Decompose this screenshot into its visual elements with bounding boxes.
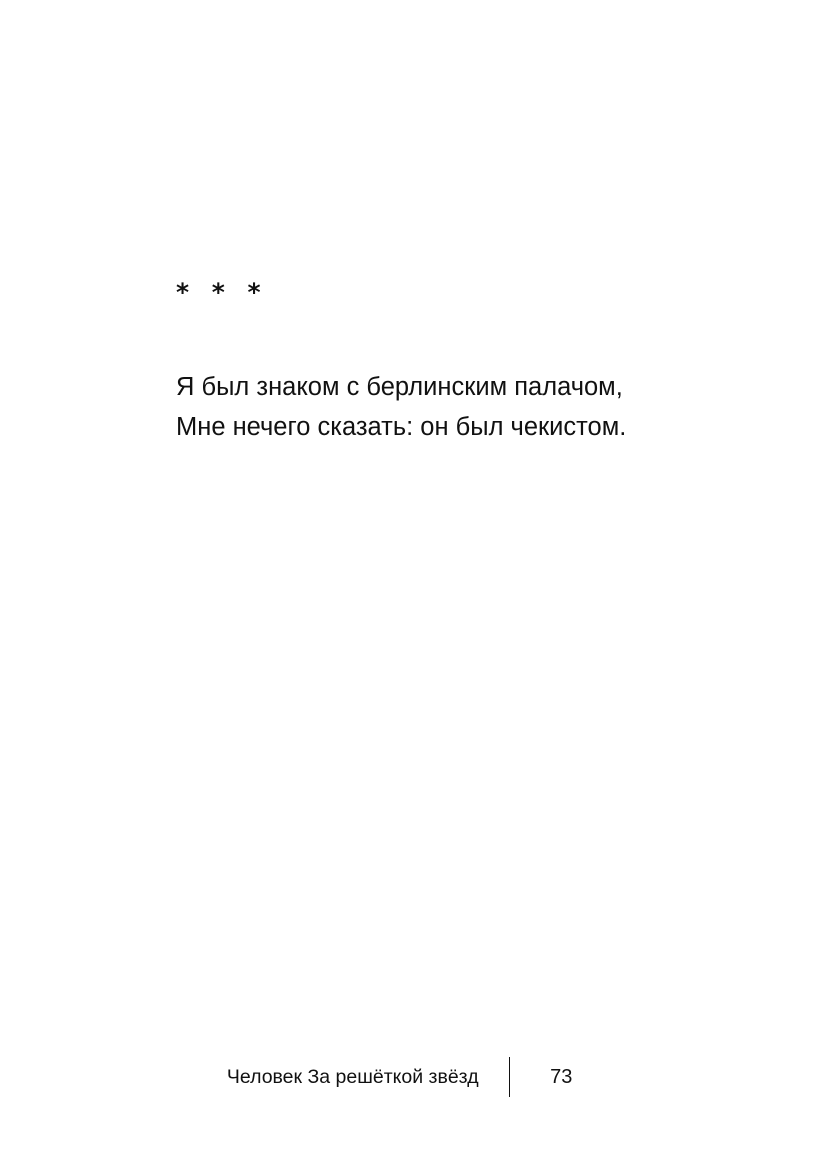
page-footer	[0, 1057, 823, 1097]
poem-separator: * * *	[176, 278, 268, 307]
footer-book-title: Человек За решёткой звёзд	[226, 1065, 479, 1088]
poem-line: Я был знаком с берлинским палачом,	[176, 373, 623, 401]
page-number: 73	[550, 1065, 573, 1088]
poem-block	[176, 280, 696, 447]
poem-line: Мне нечего сказать: он был чекистом.	[176, 413, 627, 441]
poem-text	[176, 367, 696, 447]
